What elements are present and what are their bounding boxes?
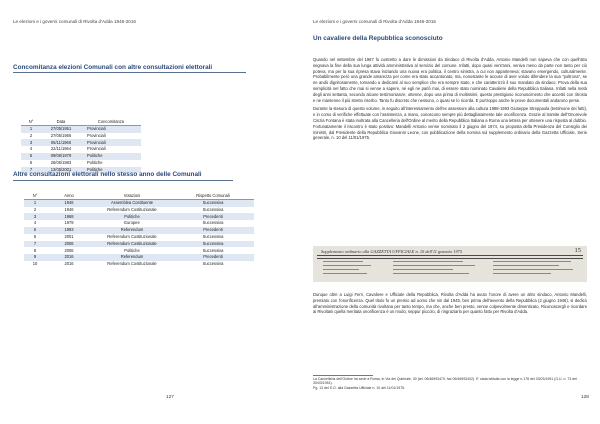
section-rule <box>13 72 246 73</box>
table-cell: Referendum Costituzionale <box>107 233 157 239</box>
altre-consultazioni-table <box>24 192 254 268</box>
table-cell: 09/06/1979 <box>41 153 81 160</box>
column-header: Rispetto Comunali <box>172 192 254 199</box>
table-cell: 8 <box>33 247 37 253</box>
table-cell: Successiva <box>202 247 224 253</box>
table-cell: Referendum <box>92 254 172 261</box>
table-cell: 6 <box>33 233 37 239</box>
clipping-column <box>393 261 478 281</box>
footnotes <box>313 377 587 391</box>
table-cell: Referendum Costituzionale <box>107 261 157 267</box>
table-row <box>24 227 254 234</box>
clipping-masthead: Supplemento ordinario alla GAZZETTA UFFICIALE n. 10 dell'11 gennaio 1975 <box>321 249 463 254</box>
footnote-rule <box>313 375 373 376</box>
clipping-rule <box>317 255 583 256</box>
table-cell: 22/11/1964 <box>50 146 72 152</box>
table-cell: Precedenti <box>172 254 254 261</box>
table-cell: 2001 <box>64 233 74 239</box>
table-row <box>24 213 254 220</box>
running-header: Le elezioni e i governi comunali di Rivolta d'Adda 1946-2016 <box>313 19 436 24</box>
table-cell: 1 <box>21 125 41 132</box>
table-row <box>21 125 141 132</box>
table-cell: 2016 <box>64 261 74 267</box>
table-cell: Assemblea Costituente <box>92 199 172 206</box>
table-cell: Successiva <box>202 206 224 212</box>
table-cell: 1993 <box>46 227 92 234</box>
table-row <box>24 261 254 268</box>
table-cell: 7 <box>21 167 41 174</box>
table-cell: Politiche <box>92 213 172 220</box>
table-cell: 4 <box>29 146 33 152</box>
table-cell: 5 <box>24 227 46 234</box>
table-row <box>21 146 141 153</box>
table-cell: Successiva <box>172 241 254 248</box>
column-header: Votazioni <box>92 192 172 199</box>
table-row <box>24 220 254 227</box>
paragraph: Quando nel settembre del 1967 fu costretto a dare le dimissioni da Sindaco di Rivolta d'Adda, Antonio Mandelli non sapeva che con quell'atto segnava la fine della sua lunga attività amministrativa al servizio del comune. Infatti, dopo quasi vent'anni, veniva meno da parte non tanto per ciò poteva, ma per la sua ripresa stava iniziando una nuova era politica, il centro sinistra, a cui non apparteneva; stavano emergendo, culturalmente. Probabilmente però una grande amarezza per come era stato accantonato, ma, nonostante le accuse di aver voluto difendere la sua "poltrona", se ne andò dignitosamente, tornando a dedicarsi al suo semplice che era sempre stato, e che caratterizzò il suo mandato da sindaco. Prova della sua semplicità nel fatto che mai si venne a sapere, né egli ne parlò mai, di essere stato nominato Cavaliere della Repubblica Italiana. Infatti nella metà degli anni settanta, secondo alcune testimonianze, ottenne, dopo una prima di moltissimi, questo prestigioso riconoscimento che accettò con ritrosia e ne mantenne il più stretto riserbo. Tanto fu discreto che nessuno, o quasi se lo ricorda. E purtroppo anche le prove documentali andarono perse. <box>313 57 587 103</box>
table-cell: 2 <box>29 132 33 138</box>
table-cell: 5 <box>21 153 41 160</box>
table-cell: 10 <box>32 261 38 267</box>
article-conclusion <box>313 292 587 318</box>
column-header: Anno <box>46 192 92 199</box>
table-cell: 1968 <box>46 213 92 220</box>
table-cell: 7 <box>24 241 46 248</box>
table-row <box>24 254 254 261</box>
article-title: Un cavaliere della Repubblica sconosciuto <box>313 35 443 42</box>
table-cell: 3 <box>24 213 46 220</box>
table-cell: 27/05/1951 <box>41 125 81 132</box>
table-cell: Successiva <box>202 233 224 239</box>
footnote: Pg. 13 del S.O. alla Gazzetta Ufficiale n. 10 del 11/01/1975. <box>313 386 406 391</box>
clipping-rule <box>317 258 583 259</box>
table-cell: Successiva <box>202 220 224 226</box>
table-cell: Politiche <box>81 153 141 160</box>
footnote: La Cancelleria dell'Ordine ha sede a Roma, in Via dei Quirinale, 30 (tel. 06/46993479, fax 06/46993402). E' stata istituita con la legge n.178 del 03/03/1951 (G.U. n. 73 del 30/03/1951). <box>313 377 577 386</box>
table-row <box>24 247 254 254</box>
table-cell: Referendum <box>92 227 172 234</box>
column-header: Data <box>41 118 81 125</box>
table-cell: 6 <box>29 159 33 165</box>
table-cell: 26/06/1983 <box>50 159 72 165</box>
concomitanza-table <box>21 118 141 173</box>
table-row <box>24 207 254 214</box>
table-cell: 13/05/2001 <box>41 167 81 174</box>
table-cell: Referendum Costituzionale <box>92 241 172 248</box>
running-header: Le elezioni e i governi comunali di Rivolta d'Adda 1946-2016 <box>13 19 136 24</box>
table-cell: Provinciali <box>87 146 106 152</box>
table-row <box>21 160 141 167</box>
table-cell: Precedenti <box>172 213 254 220</box>
table-cell: 2006 <box>64 247 74 253</box>
table-cell: 2016 <box>46 254 92 261</box>
column-header: Concomitanza <box>81 118 141 125</box>
table-cell: 1946 <box>64 206 74 212</box>
table-cell: Europee <box>124 220 140 226</box>
table-row <box>21 133 141 140</box>
table-cell: Provinciali <box>81 125 141 132</box>
table-cell: 4 <box>33 220 37 226</box>
clipping-page-number: 15 <box>574 247 581 254</box>
table-cell: 1 <box>24 199 46 206</box>
table-cell: Referendum Costituzionale <box>107 206 157 212</box>
article-body <box>313 57 587 144</box>
table-row <box>24 199 254 206</box>
table-cell: 1979 <box>64 220 74 226</box>
page-number: 127 <box>166 394 174 399</box>
table-cell: Provinciali <box>81 139 141 146</box>
gazzetta-clipping <box>313 246 587 282</box>
table-cell: Successiva <box>172 199 254 206</box>
table-cell: 27/05/1956 <box>50 132 72 138</box>
table-cell: 1946 <box>46 199 92 206</box>
table-cell: Provinciali <box>87 132 106 138</box>
section-title-altre-consultazioni: Altre consultazioni elettorali nello stesso anno delle Comunali <box>13 171 202 178</box>
clipping-column <box>323 261 378 281</box>
table-cell: 2006 <box>46 241 92 248</box>
table-cell: 9 <box>24 254 46 261</box>
table-row <box>24 234 254 241</box>
column-header: N° <box>24 192 46 199</box>
section-rule <box>13 180 233 181</box>
table-row <box>21 153 141 160</box>
table-cell: 06/11/1960 <box>41 139 81 146</box>
table-cell: 3 <box>21 139 41 146</box>
table-cell: 2 <box>33 206 37 212</box>
paragraph: Durante la stesura di questo volume, in seguito all'interessamento dell'ex assessore alla cultura 1988-1993 Giuseppe Streppaola (testimone dei fatti), e in corso di verifiche effettuate con l'assistenza, a mano, conoscono sempre più dettagliatamente tale onorificenza. Grazie al tramite dell'Onorevole Cinzia Fontana è stata inoltrata alla Cancelleria dell'Ordine al merito della Repubblica Italiana a Roma una lettera per ottenere una risposta al dubbio. Fortunatamente il riscontro è stato positivo: Mandelli Antonio venne nominato il 2 giugno del 1974, su proposta della Presidenza del Consiglio dei ministri, dal Presidente della Repubblica Giovanni Leone, con pubblicazione della nomina sul supplemento ordinario della Gazzetta Ufficiale, Serie generale, n. 10 del 11/01/1975. <box>313 106 587 141</box>
table-cell: Politiche <box>81 167 141 174</box>
table-row <box>24 241 254 248</box>
section-title-concomitanza: Concomitanza elezioni Comunali con altre consultazioni elettorali <box>13 64 213 71</box>
column-header: N° <box>21 118 41 125</box>
table-cell: Politiche <box>87 159 103 165</box>
page-number: 128 <box>581 394 589 399</box>
table-cell: Politiche <box>124 247 140 253</box>
table-cell: Successiva <box>202 261 224 267</box>
table-cell: Precedenti <box>172 227 254 234</box>
clipping-column <box>493 261 578 281</box>
table-row <box>21 139 141 146</box>
paragraph: Dunque oltre a Luigi Ferri, Cavaliere e Ufficiale della Repubblica, Rivolta d'Adda ha avuto l'onore di avere un altro sindaco, Antonio Mandelli, premiato con l'onorificenza. Quel titolo fu un premio ad uomo che sin dal 1945, ben prima dell'avvento della Repubblica (2 giugno 1946), si dedicò all'amministrazione della comunità rivoltana per tanto tempo, ma che, anche ben presto, venne colpevolmente dimenticato. Riconoscergli e ricordare ai Rivoltani quella meritata onorificenza è un modo, seppur piccolo, di ringraziarlo per quanto fatto per Rivolta d'Adda. <box>313 292 587 315</box>
right-page <box>300 0 600 424</box>
